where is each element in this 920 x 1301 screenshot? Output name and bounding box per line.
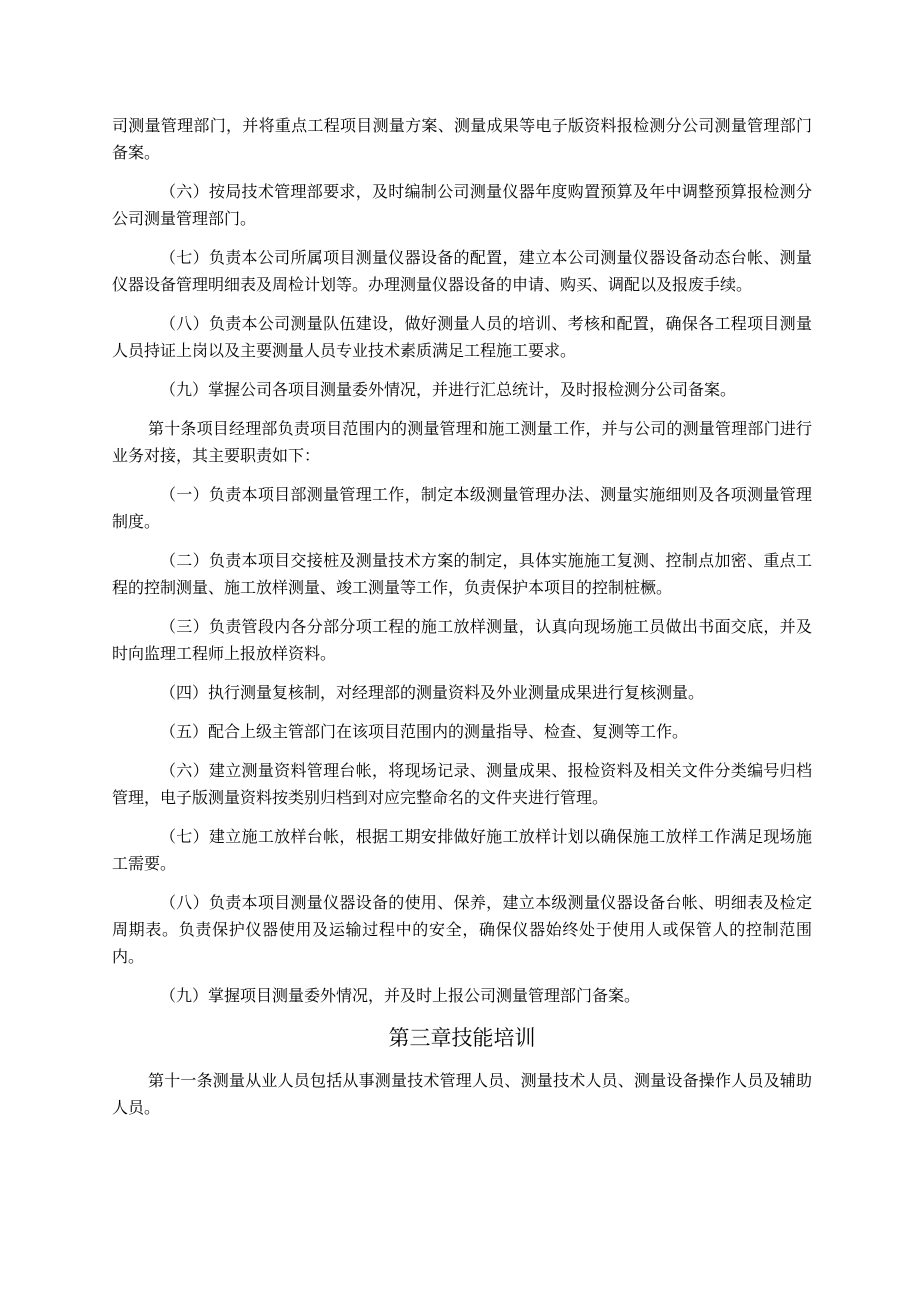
list-item-paragraph: （二）负责本项目交接桩及测量技术方案的制定，具体实施施工复测、控制点加密、重点工程的控制测量、施工放样测量、竣工测量等工作，负责保护本项目的控制桩橛。 — [112, 551, 812, 597]
list-item-paragraph: （三）负责管段内各分部分项工程的施工放样测量，认真向现场施工员做出书面交底，并及时向监理工程师上报放样资料。 — [112, 617, 812, 663]
list-item-paragraph: 司测量管理部门，并将重点工程项目测量方案、测量成果等电子版资料报检测分公司测量管理部门备案。 — [112, 116, 812, 162]
list-item-paragraph: （六）建立测量资料管理台帐，将现场记录、测量成果、报检资料及相关文件分类编号归档管理，电子版测量资料按类别归档到对应完整命名的文件夹进行管理。 — [112, 761, 812, 807]
list-item-paragraph: （七）建立施工放样台帐，根据工期安排做好施工放样计划以确保施工放样工作满足现场施工需要。 — [112, 827, 812, 873]
list-item-paragraph: （七）负责本公司所属项目测量仪器设备的配置，建立本公司测量仪器设备动态台帐、测量仪器设备管理明细表及周检计划等。办理测量仪器设备的申请、购买、调配以及报废手续。 — [112, 248, 812, 294]
article-paragraph: 第十一条测量从业人员包括从事测量技术管理人员、测量技术人员、测量设备操作人员及辅助人员。 — [112, 1071, 812, 1117]
list-item-paragraph: （八）负责本公司测量队伍建设，做好测量人员的培训、考核和配置，确保各工程项目测量人员持证上岗以及主要测量人员专业技术素质满足工程施工要求。 — [112, 314, 812, 360]
list-item-paragraph: （八）负责本项目测量仪器设备的使用、保养，建立本级测量仪器设备台帐、明细表及检定周期表。负责保护仪器使用及运输过程中的安全，确保仪器始终处于使用人或保管人的控制范围内。 — [112, 893, 812, 966]
list-item-paragraph: （一）负责本项目部测量管理工作，制定本级测量管理办法、测量实施细则及各项测量管理制度。 — [112, 485, 812, 531]
list-item-paragraph: （四）执行测量复核制，对经理部的测量资料及外业测量成果进行复核测量。 — [160, 683, 705, 702]
list-item-paragraph: （九）掌握项目测量委外情况，并及时上报公司测量管理部门备案。 — [160, 986, 641, 1005]
list-item-paragraph: （九）掌握公司各项目测量委外情况，并进行汇总统计，及时报检测分公司备案。 — [160, 380, 737, 399]
chapter-body-top — [112, 112, 812, 1009]
article-paragraph: 第十条项目经理部负责项目范围内的测量管理和施工测量工作，并与公司的测量管理部门进行业务对接，其主要职责如下： — [112, 419, 812, 465]
list-item-paragraph: （六）按局技术管理部要求，及时编制公司测量仪器年度购置预算及年中调整预算报检测分公司测量管理部门。 — [112, 182, 812, 228]
chapter-body-bottom — [112, 1067, 812, 1121]
chapter-heading: 第三章技能培训 — [388, 1026, 536, 1050]
document-page — [112, 112, 812, 1133]
list-item-paragraph: （五）配合上级主管部门在该项目范围内的测量指导、检查、复测等工作。 — [160, 722, 689, 741]
